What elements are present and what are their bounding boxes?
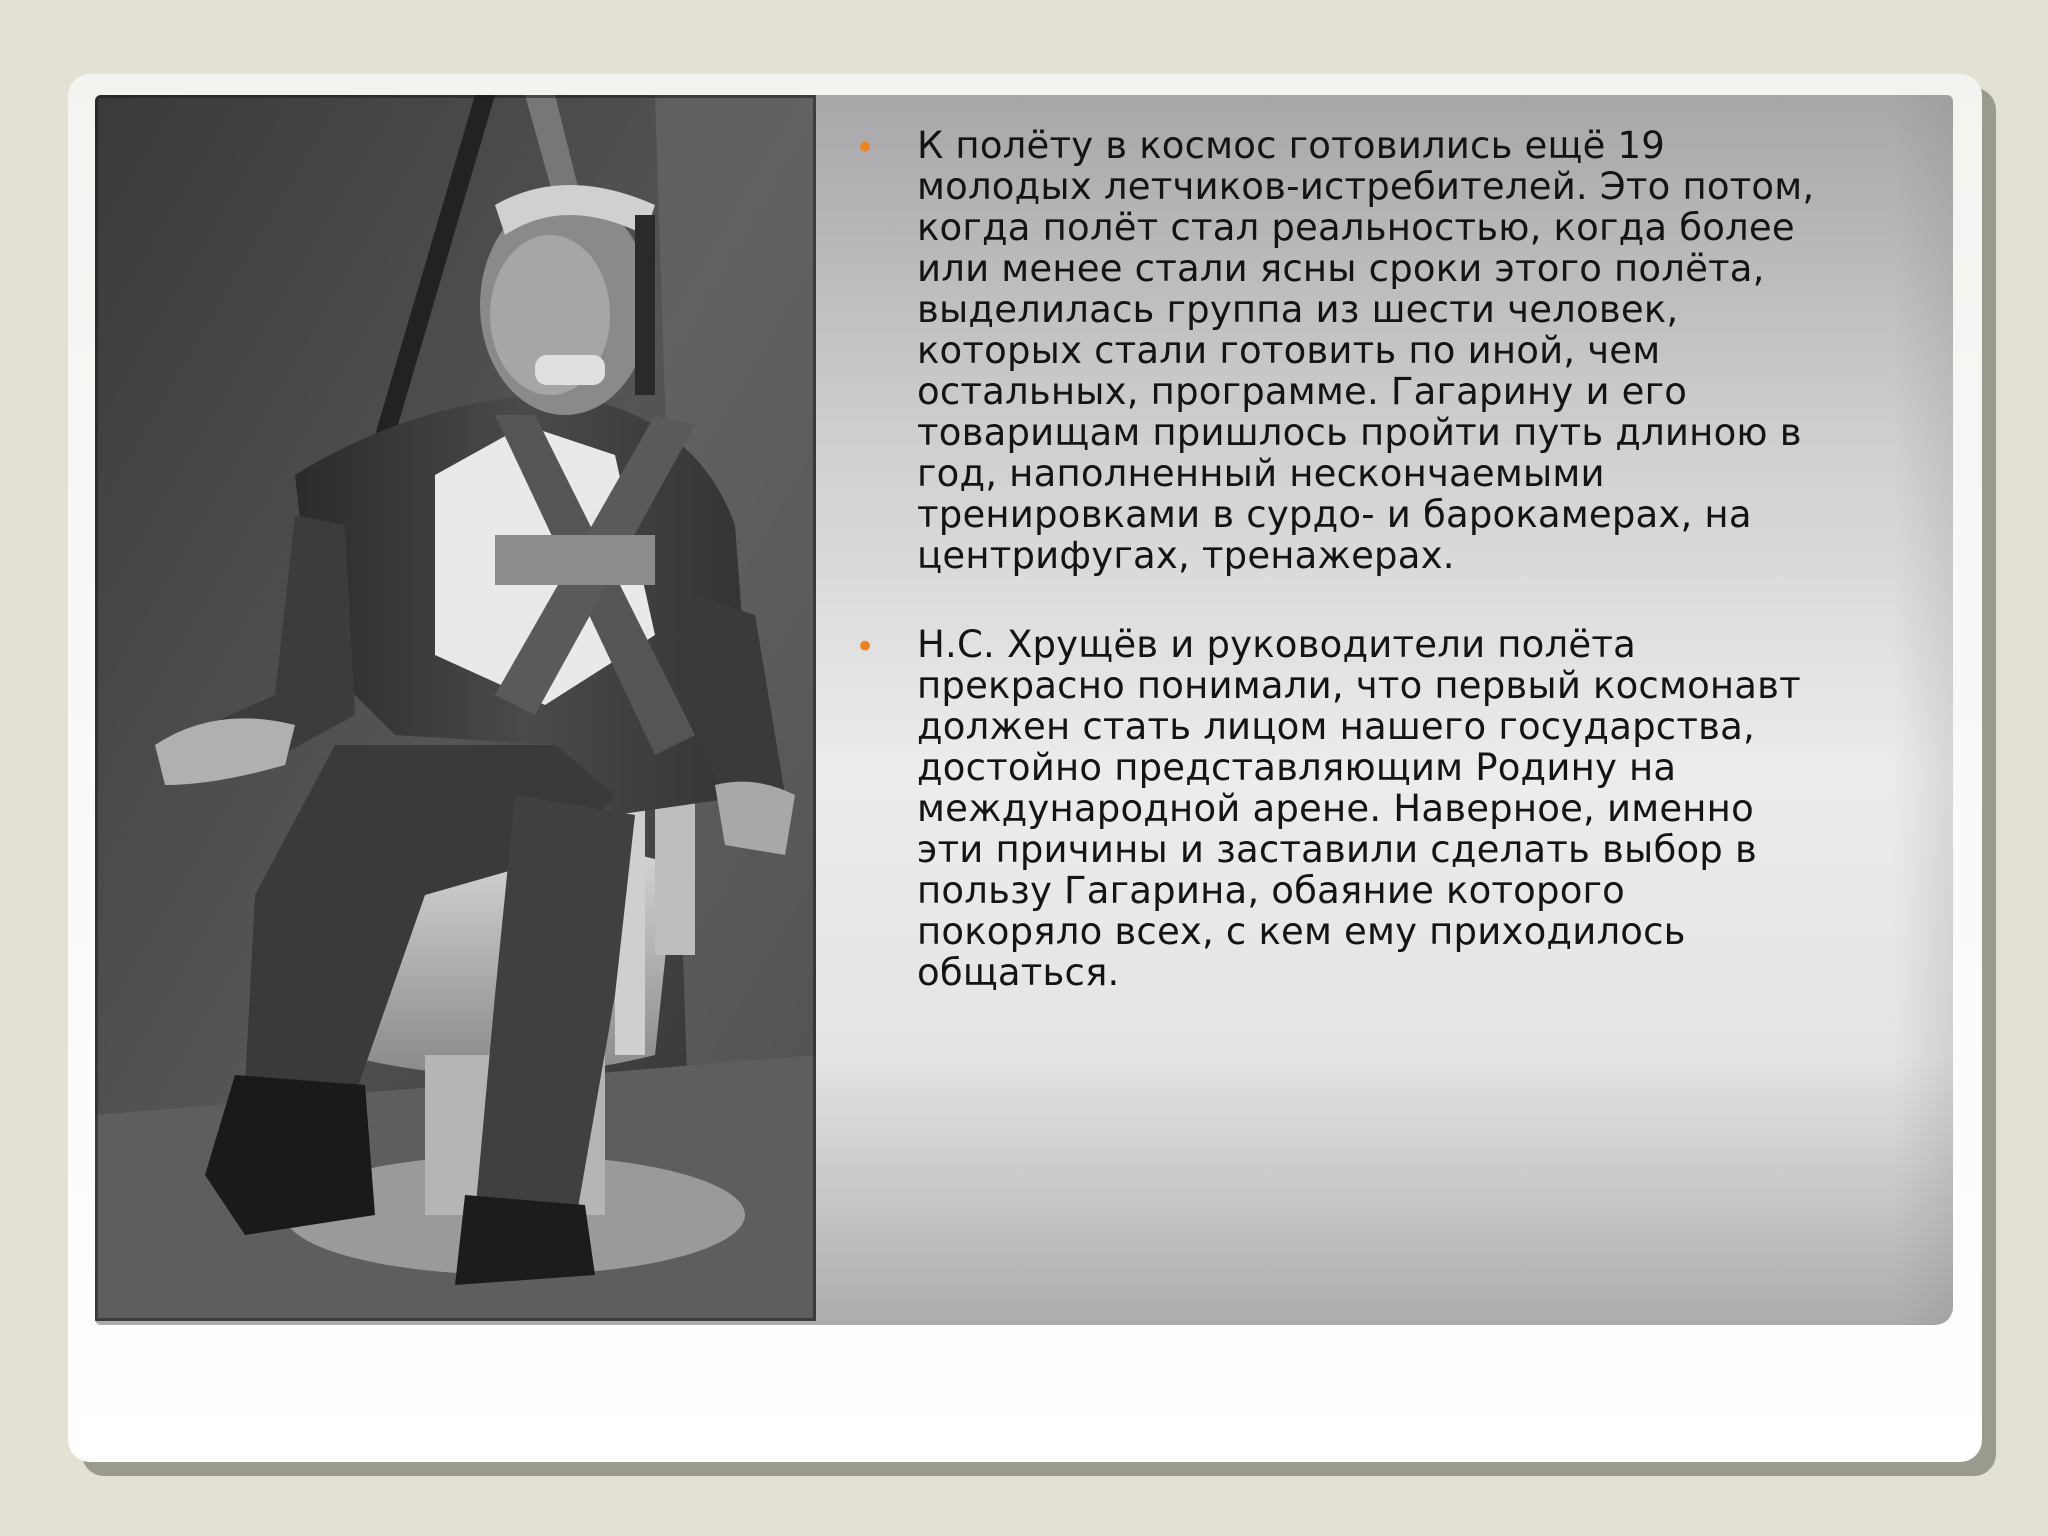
bullet-marker-icon: •: [855, 627, 876, 667]
text-line: эти причины и заставили сделать выбор в: [917, 828, 1757, 871]
text-line: пользу Гагарина, обаяние которого: [917, 869, 1626, 912]
text-line: достойно представляющим Родину на: [917, 746, 1677, 789]
content-panel: [95, 95, 1953, 1325]
text-line: молодых летчиков-истребителей. Это потом,: [917, 165, 1815, 208]
cosmonaut-photo-illustration: [95, 95, 816, 1321]
text-line: К полёту в космос готовились ещё 19: [917, 124, 1665, 167]
text-line: прекрасно понимали, что первый космонавт: [917, 664, 1801, 707]
text-line: которых стали готовить по иной, чем: [917, 329, 1661, 372]
text-line: товарищам пришлось пройти путь длиною в: [917, 411, 1802, 454]
text-line: год, наполненный нескончаемыми: [917, 452, 1605, 495]
text-line: тренировками в сурдо- и барокамерах, на: [917, 493, 1752, 536]
bullet-list: [855, 125, 1935, 1041]
bullet-paragraph: [917, 624, 1935, 993]
bullet-paragraph: [917, 125, 1935, 576]
bullet-marker-icon: •: [855, 128, 876, 168]
text-line: покоряло всех, с кем ему приходилось: [917, 910, 1686, 953]
text-line: международной арене. Наверное, именно: [917, 787, 1754, 830]
text-line: должен стать лицом нашего государства,: [917, 705, 1755, 748]
bullet-item: [855, 125, 1935, 576]
cosmonaut-photo: [95, 95, 816, 1321]
text-line: остальных, программе. Гагарину и его: [917, 370, 1688, 413]
text-line: или менее стали ясны сроки этого полёта,: [917, 247, 1765, 290]
text-line: Н.С. Хрущёв и руководители полёта: [917, 623, 1636, 666]
text-line: общаться.: [917, 951, 1120, 994]
bullet-item: [855, 624, 1935, 993]
text-line: когда полёт стал реальностью, когда более: [917, 206, 1795, 249]
text-line: центрифугах, тренажерах.: [917, 534, 1455, 577]
text-line: выделилась группа из шести человек,: [917, 288, 1679, 331]
